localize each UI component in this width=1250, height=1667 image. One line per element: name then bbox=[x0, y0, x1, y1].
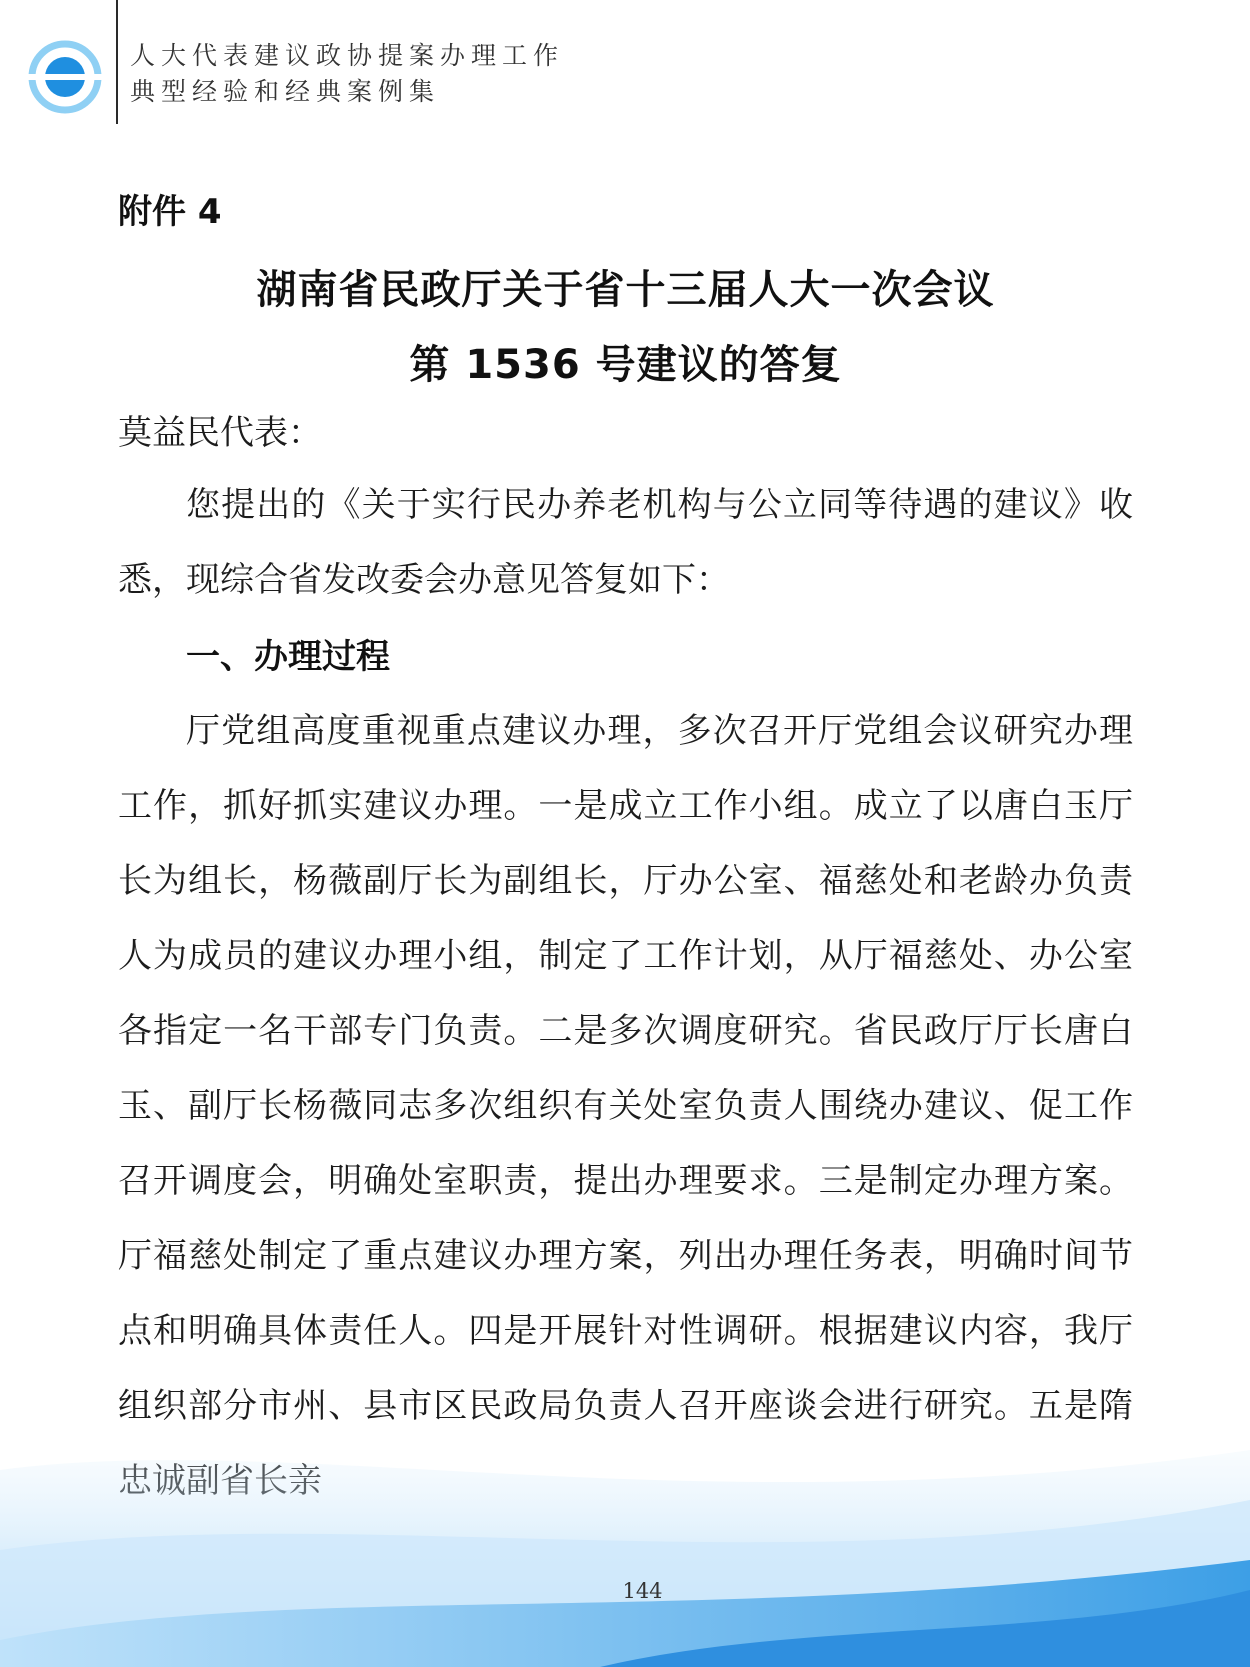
header-title bbox=[130, 38, 564, 110]
page-number: 144 bbox=[622, 1579, 663, 1603]
salutation: 莫益民代表： bbox=[118, 413, 322, 453]
header-divider bbox=[116, 0, 118, 124]
body-paragraph: 厅党组高度重视重点建议办理，多次召开厅党组会议研究办理工作，抓好抓实建议办理。一是成立工作小组。成立了以唐白玉厅长为组长，杨薇副厅长为副组长，厅办公室、福慈处和老龄办负责人为成员的建议办理小组，制定了工作计划，从厅福慈处、办公室各指定一名干部专门负责。二是多次调度研究。省民政厅厅长唐白玉、副厅长杨薇同志多次组织有关处室负责人围绕办建议、促工作召开调度会，明确处室职责，提出办理要求。三是制定办理方案。厅福慈处制定了重点建议办理方案，列出办理任务表，明确时间节点和明确具体责任人。四是开展针对性调研。根据建议内容，我厅组织部分市州、县市区民政局负责人召开座谈会进行研究。五是隋 bbox=[118, 711, 1133, 1426]
section-heading: 一、办理过程 bbox=[186, 637, 390, 677]
logo-icon bbox=[26, 38, 104, 116]
page-header bbox=[0, 0, 1250, 125]
document-title-line2: 第 1536 号建议的答复 bbox=[409, 342, 842, 388]
annex-label: 附件 4 bbox=[118, 192, 222, 232]
footer-wave-decoration bbox=[0, 1440, 1250, 1667]
document-title-line1: 湖南省民政厅关于省十三届人大一次会议 bbox=[256, 267, 995, 313]
header-title-line1: 人大代表建议政协提案办理工作 bbox=[130, 41, 565, 70]
header-title-line2: 典型经验和经典案例集 bbox=[130, 77, 441, 106]
intro-paragraph: 您提出的《关于实行民办养老机构与公立同等待遇的建议》收悉，现综合省发改委会办意见答复如下： bbox=[118, 485, 1133, 600]
